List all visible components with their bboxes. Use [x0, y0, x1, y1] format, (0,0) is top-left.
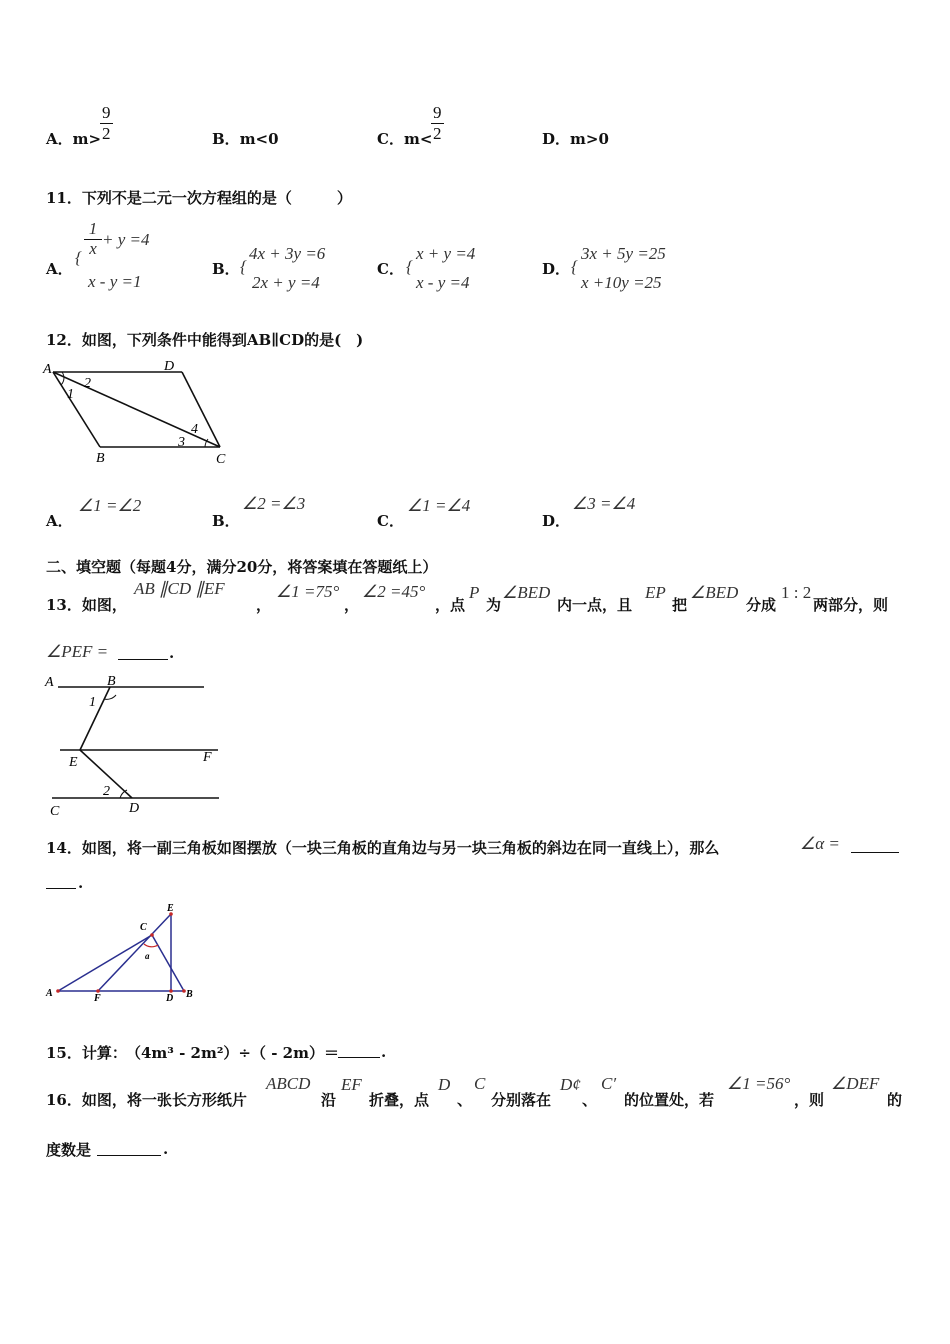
q11-option-c-letter: C．: [377, 260, 404, 278]
q12-label-b: B: [96, 451, 105, 466]
q10-option-a-fraction: $\frac{9}{2}$: [102, 103, 111, 143]
q16-text-0: 16．如图，将一张长方形纸片: [46, 1091, 247, 1109]
q11-option-d-line2: x +10y =25: [581, 273, 662, 292]
q15-expr: （4m³ - 2m²）÷（ - 2m）＝: [126, 1044, 339, 1062]
q10-option-b: B．m<0: [212, 130, 279, 148]
q13-text-2: ，: [344, 596, 360, 614]
q16-math-ef: EF: [341, 1075, 362, 1094]
q16-text-7: ，则: [794, 1091, 825, 1109]
q13-math-parallel: AB ∥CD ∥EF: [134, 579, 225, 598]
q13-text-3: ，点: [435, 596, 466, 614]
q13-label-a: A: [45, 675, 54, 690]
q12-option-c-expr: ∠1 =∠4: [407, 496, 471, 515]
q13-label-1: 1: [89, 695, 96, 710]
q13-figure: [44, 670, 224, 820]
q16-math-d-prime: D¢: [560, 1075, 581, 1094]
q15-label: 15．计算：: [46, 1044, 127, 1062]
q13-text-6: 把: [672, 596, 688, 614]
q16-math-c-prime: C′: [601, 1074, 617, 1093]
q13-label-c: C: [50, 804, 60, 819]
q11-option-a-frac-den: x: [89, 239, 97, 258]
q16-math-d: D: [438, 1075, 451, 1094]
q14-figure: [40, 900, 200, 1005]
q11-option-c-brace: {: [406, 257, 413, 276]
q11-option-b-line1: 4x + 3y =6: [249, 244, 326, 263]
q11-option-a-line1: + y =4: [102, 230, 150, 249]
q14-label-b: B: [186, 989, 193, 1000]
q14-label-a: A: [46, 988, 53, 999]
q10-option-a: A．m>: [46, 130, 102, 148]
q13-answer-expr: ∠PEF =: [46, 642, 109, 661]
q11-option-a-line2: x - y =1: [88, 272, 142, 291]
q12-stem: 12．如图，下列条件中能得到AB∥CD的是( ): [46, 331, 364, 349]
q12-label-2: 2: [84, 376, 91, 391]
q16-math-c: C: [474, 1074, 486, 1093]
q14-answer-blank-line1[interactable]: [851, 836, 899, 853]
q13-math-ep: EP: [645, 583, 666, 602]
q16-text-4: 分别落在: [491, 1091, 552, 1109]
q14-answer-blank-line2[interactable]: [46, 872, 76, 889]
q13-math-bed-2: ∠BED: [690, 583, 739, 602]
q11-option-c-line1: x + y =4: [416, 244, 476, 263]
q12-option-d-letter: D．: [542, 512, 571, 530]
q11-option-d-brace: {: [571, 257, 578, 276]
q11-option-d-line1: 3x + 5y =25: [581, 244, 666, 263]
q10-option-d: D．m>0: [542, 130, 609, 148]
q14-expr: ∠α =: [800, 834, 840, 853]
q16-text-3: 、: [457, 1091, 473, 1109]
q12-label-d: D: [164, 359, 175, 374]
q14-text: 14．如图，将一副三角板如图摆放（一块三角板的直角边与另一块三角板的斜边在同一直线上），那么: [46, 839, 720, 857]
q13-math-angle1: ∠1 =75°: [276, 582, 340, 601]
q13-label-d: D: [129, 801, 140, 816]
q13-label-f: F: [203, 750, 212, 765]
q13-label-b: B: [107, 674, 116, 689]
q14-label-alpha: a: [145, 951, 150, 961]
q12-label-c: C: [216, 452, 226, 467]
q14-label-f: F: [94, 993, 101, 1004]
q11-option-a-letter: A．: [46, 260, 73, 278]
q13-text-7: 分成: [746, 596, 777, 614]
q12-option-b-letter: B．: [212, 512, 240, 530]
q14-label-e: E: [167, 903, 174, 914]
q15-answer-blank[interactable]: [338, 1040, 380, 1058]
q11-option-c-line2: x - y =4: [416, 273, 470, 292]
q13-text-1: ，: [256, 596, 272, 614]
q16-end: .: [163, 1140, 169, 1158]
q13-text-5: 内一点，且: [557, 596, 633, 614]
q16-math-abcd: ABCD: [266, 1074, 311, 1093]
q11-option-b-brace: {: [240, 257, 247, 276]
q12-label-4: 4: [191, 422, 198, 437]
q16-text-5: 、: [582, 1091, 598, 1109]
q16-math-def: ∠DEF: [831, 1074, 880, 1093]
q11-stem: 11．下列不是二元一次方程组的是（ ）: [46, 189, 352, 207]
q14-label-d: D: [166, 993, 174, 1004]
q15-end: .: [381, 1043, 387, 1061]
q16-math-angle1: ∠1 =56°: [727, 1074, 791, 1093]
q13-math-bed: ∠BED: [502, 583, 551, 602]
q16-text-1: 沿: [321, 1091, 337, 1109]
q10-option-c-fraction: $\frac{9}{2}$: [433, 103, 442, 143]
section-title: 二、填空题（每题4分，满分20分，将答案填在答题纸上）: [46, 558, 438, 576]
q11-option-a-frac-num: 1: [88, 219, 98, 238]
q16-text-8: 的: [887, 1091, 903, 1109]
q11-option-a-brace: {: [75, 248, 82, 267]
q14-label-c: C: [140, 922, 147, 933]
q11-option-b-letter: B．: [212, 260, 240, 278]
q13-end: .: [169, 644, 175, 662]
q12-option-a-letter: A．: [46, 512, 73, 530]
q12-option-d-expr: ∠3 =∠4: [572, 494, 636, 513]
q13-math-angle2: ∠2 =45°: [362, 582, 426, 601]
q12-option-a-expr: ∠1 =∠2: [78, 496, 142, 515]
q12-label-3: 3: [178, 435, 185, 450]
q12-label-1: 1: [67, 387, 74, 402]
q13-label-2: 2: [103, 784, 110, 799]
q12-label-a: A: [43, 362, 52, 377]
q11-option-b-line2: 2x + y =4: [252, 273, 320, 292]
q13-text-4: 为: [486, 596, 502, 614]
q13-label-e: E: [69, 755, 78, 770]
q13-math-ratio: 1 : 2: [781, 583, 812, 602]
q13-number: 13．如图，: [46, 596, 127, 614]
q16-text-6: 的位置处，若: [624, 1091, 715, 1109]
q13-text-8: 两部分，则: [813, 596, 889, 614]
q12-option-b-expr: ∠2 =∠3: [242, 494, 306, 513]
q11-option-d-letter: D．: [542, 260, 571, 278]
q16-line2: 度数是: [46, 1141, 92, 1159]
q12-figure: [40, 355, 240, 470]
q10-option-c: C．m<: [377, 130, 433, 148]
q12-option-c-letter: C．: [377, 512, 404, 530]
q13-math-p: P: [469, 583, 480, 602]
q14-end: .: [78, 874, 84, 892]
q16-text-2: 折叠，点: [369, 1091, 430, 1109]
q16-answer-blank[interactable]: [97, 1138, 161, 1156]
q13-answer-blank[interactable]: [118, 642, 168, 660]
